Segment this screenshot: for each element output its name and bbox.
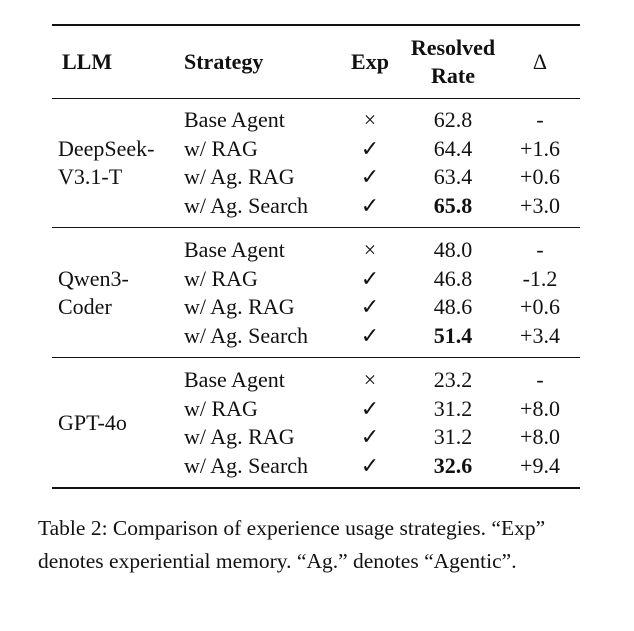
- header-rate: Rate: [431, 63, 475, 88]
- header-rule: [52, 98, 580, 99]
- header-exp: Exp: [351, 49, 389, 74]
- strategy-cell: w/ RAG: [184, 135, 258, 161]
- delta-cell: +1.6: [520, 135, 560, 161]
- strategy-cell: Base Agent: [184, 107, 285, 132]
- llm-name: Coder: [58, 294, 112, 320]
- check-icon: ✓: [360, 452, 380, 478]
- strategy-cell: w/ RAG: [184, 265, 258, 291]
- bottom-rule: [52, 487, 580, 489]
- top-rule: [52, 24, 580, 26]
- delta-cell: +8.0: [520, 395, 560, 421]
- delta-cell: +3.0: [520, 192, 560, 218]
- strategy-cell: w/ Ag. RAG: [184, 294, 295, 320]
- resolved-rate-cell: 51.4: [433, 322, 473, 348]
- strategy-cell: w/ Ag. Search: [184, 322, 309, 348]
- resolved-rate-cell: 31.2: [433, 424, 473, 450]
- check-icon: ✓: [360, 164, 380, 190]
- check-icon: ✓: [360, 322, 380, 348]
- resolved-rate-cell: 46.8: [433, 265, 473, 291]
- delta-cell: -: [536, 237, 544, 262]
- group-divider: [52, 357, 580, 358]
- delta-cell: -: [536, 367, 544, 392]
- check-icon: ✓: [360, 424, 380, 450]
- header-llm: LLM: [62, 49, 113, 74]
- resolved-rate-cell: 65.8: [433, 192, 473, 218]
- delta-cell: -1.2: [522, 265, 558, 291]
- header-resolved: Resolved: [410, 35, 496, 60]
- resolved-rate-cell: 62.8: [433, 107, 473, 132]
- cross-icon: ×: [363, 107, 377, 132]
- group-divider: [52, 227, 580, 228]
- llm-name: Qwen3-: [58, 266, 129, 292]
- check-icon: ✓: [360, 265, 380, 291]
- delta-cell: +0.6: [520, 294, 560, 320]
- strategy-cell: w/ Ag. RAG: [184, 164, 295, 190]
- delta-cell: +8.0: [520, 424, 560, 450]
- strategy-cell: Base Agent: [184, 237, 285, 262]
- delta-cell: +0.6: [520, 164, 560, 190]
- strategy-cell: w/ Ag. Search: [184, 192, 309, 218]
- strategy-cell: Base Agent: [184, 367, 285, 392]
- llm-name: DeepSeek-: [58, 136, 155, 162]
- check-icon: ✓: [360, 135, 380, 161]
- llm-name: V3.1-T: [58, 164, 123, 190]
- strategy-cell: w/ RAG: [184, 395, 258, 421]
- cross-icon: ×: [363, 237, 377, 262]
- check-icon: ✓: [360, 395, 380, 421]
- cross-icon: ×: [363, 367, 377, 392]
- resolved-rate-cell: 32.6: [433, 452, 473, 478]
- resolved-rate-cell: 64.4: [433, 135, 473, 161]
- delta-cell: +3.4: [520, 322, 560, 348]
- strategy-cell: w/ Ag. RAG: [184, 424, 295, 450]
- check-icon: ✓: [360, 294, 380, 320]
- delta-cell: +9.4: [520, 452, 560, 478]
- check-icon: ✓: [360, 192, 380, 218]
- header-delta: Δ: [532, 49, 548, 74]
- header-strategy: Strategy: [184, 49, 264, 74]
- strategy-cell: w/ Ag. Search: [184, 452, 309, 478]
- resolved-rate-cell: 48.6: [433, 294, 473, 320]
- llm-name: GPT-4o: [58, 410, 127, 436]
- resolved-rate-cell: 48.0: [433, 237, 473, 262]
- table-caption: Table 2: Comparison of experience usage strategies. “Exp” denotes experiential memory. “Ag.” denotes “Agentic”.: [38, 516, 546, 573]
- resolved-rate-cell: 31.2: [433, 395, 473, 421]
- delta-cell: -: [536, 107, 544, 132]
- resolved-rate-cell: 23.2: [433, 367, 473, 392]
- resolved-rate-cell: 63.4: [433, 164, 473, 190]
